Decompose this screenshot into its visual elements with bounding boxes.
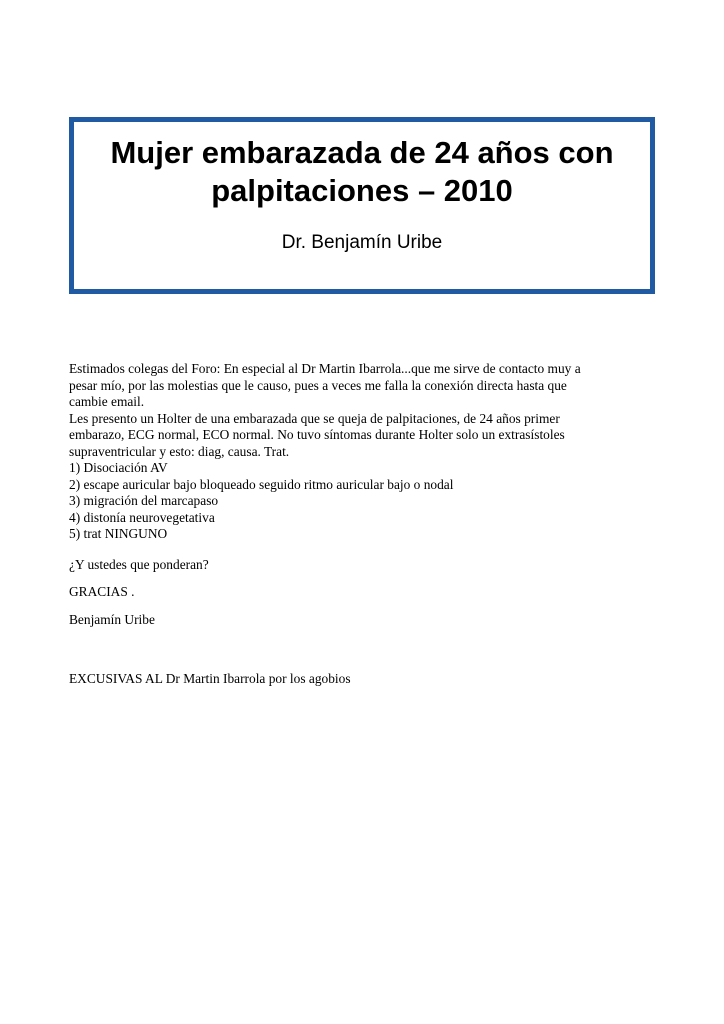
page-title [74, 134, 650, 210]
list-item: 2) escape auricular bajo bloqueado seguido ritmo auricular bajo o nodal [69, 476, 454, 492]
list-item: 5) trat NINGUNO [69, 526, 168, 541]
intro-line: supraventricular y esto: diag, causa. Trat. [69, 443, 290, 459]
thanks: GRACIAS . [69, 584, 135, 599]
intro-line: cambie email. [69, 394, 145, 409]
title-box [69, 117, 655, 294]
title-line-1: Mujer embarazada de 24 años con [110, 135, 614, 170]
list-item: 4) distonía neurovegetativa [69, 509, 215, 525]
intro-line: Estimados colegas del Foro: En especial al Dr Martin Ibarrola...que me sirve de contacto muy a [69, 361, 581, 376]
list-item: 1) Disociación AV [69, 460, 168, 475]
intro-paragraph [69, 361, 649, 460]
title-line-2: palpitaciones – 2010 [211, 173, 513, 208]
apology: EXCUSIVAS AL Dr Martin Ibarrola por los agobios [69, 671, 351, 686]
signature: Benjamín Uribe [69, 611, 155, 627]
author: Dr. Benjamín Uribe [281, 232, 443, 253]
letter-body [69, 361, 649, 688]
question: ¿Y ustedes que ponderan? [69, 556, 209, 572]
intro-line: Les presento un Holter de una embarazada que se queja de palpitaciones, de 24 años primer [69, 410, 560, 426]
intro-line: pesar mío, por las molestias que le causo, pues a veces me falla la conexión directa hasta que [69, 377, 567, 393]
intro-line: embarazo, ECG normal, ECO normal. No tuvo síntomas durante Holter solo un extrasístoles [69, 427, 565, 442]
diagnosis-list [69, 460, 649, 543]
list-item: 3) migración del marcapaso [69, 493, 219, 508]
